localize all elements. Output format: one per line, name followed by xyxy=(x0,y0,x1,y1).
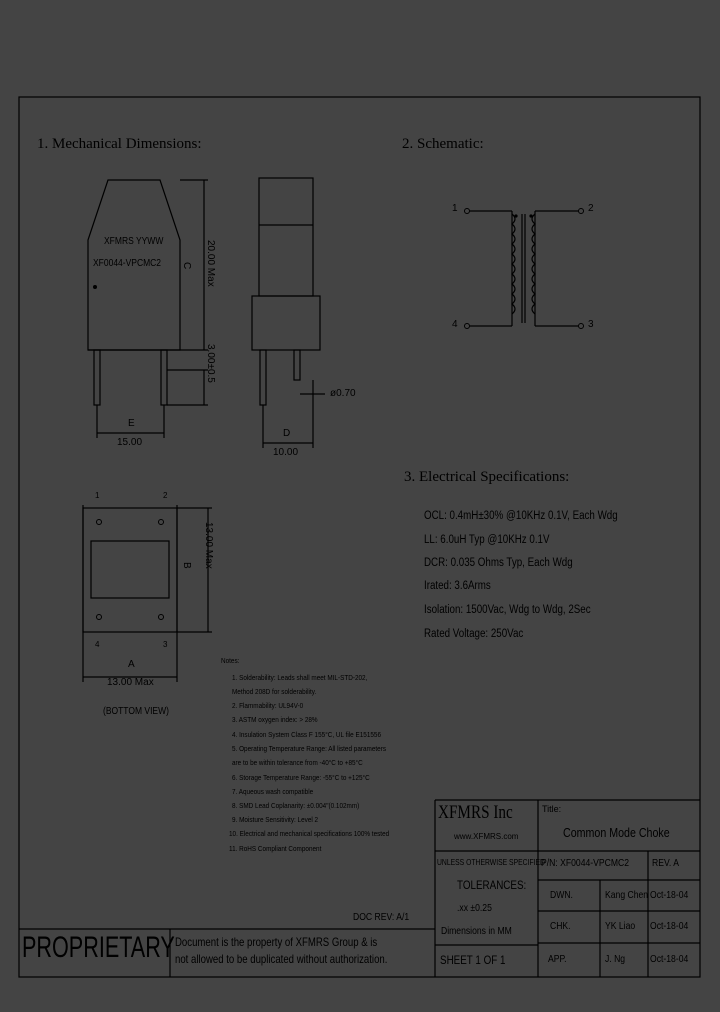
tolerance-value: .xx ±0.25 xyxy=(457,902,492,914)
row-name-dwn: Kang Chen xyxy=(605,889,649,901)
note-line: 9. Moisture Sensitivity: Level 2 xyxy=(232,815,319,824)
schematic-pin-2: 2 xyxy=(588,203,594,214)
marking-line2: XF0044-VPCMC2 xyxy=(93,258,162,269)
row-date-dwn: Oct-18-04 xyxy=(650,889,689,901)
proprietary-line2: not allowed to be duplicated without authorization. xyxy=(175,952,388,966)
note-line: 10. Electrical and mechanical specifications 100% tested xyxy=(229,829,390,838)
dim-b-label: B xyxy=(181,562,192,569)
side-view-upper xyxy=(259,178,313,296)
bottom-pin-4: 4 xyxy=(95,640,100,649)
bottom-view-label: (BOTTOM VIEW) xyxy=(103,706,169,717)
dim-c-label: C xyxy=(181,262,192,270)
row-name-chk: YK Liao xyxy=(605,920,636,932)
tolerance-header: UNLESS OTHERWISE SPECIFIED xyxy=(437,857,545,867)
dim-a-value: 13.00 Max xyxy=(107,677,154,688)
note-line: are to be within tolerance from -40°C to +85°C xyxy=(232,758,363,767)
note-line: 2. Flammability: UL94V-0 xyxy=(232,701,304,710)
schematic-pin-4: 4 xyxy=(452,319,458,330)
dim-c-value: 20.00 Max xyxy=(205,240,216,287)
proprietary-line1: Document is the property of XFMRS Group & is xyxy=(175,935,378,949)
dim-d-label: D xyxy=(283,428,291,439)
dim-e-label: E xyxy=(128,418,135,429)
note-line: Method 208D for solderability. xyxy=(232,687,317,696)
row-date-chk: Oct-18-04 xyxy=(650,920,689,932)
note-line: 4. Insulation System Class F 155°C, UL file E151556 xyxy=(232,730,382,739)
bottom-pin-2: 2 xyxy=(163,491,168,500)
company-website: www.XFMRS.com xyxy=(454,832,519,841)
marking-line1: XFMRS YYWW xyxy=(104,236,164,247)
schematic-pin-1: 1 xyxy=(452,203,458,214)
bottom-pin-1: 1 xyxy=(95,491,100,500)
spec-rated-voltage: Rated Voltage: 250Vac xyxy=(424,628,524,640)
sheet-number: SHEET 1 OF 1 xyxy=(440,953,506,967)
drawing-frame xyxy=(19,97,700,977)
dim-b-value: 13.00 Max xyxy=(203,522,214,569)
spec-ocl: OCL: 0.4mH±30% @10KHz 0.1V, Each Wdg xyxy=(424,510,618,522)
row-label-app: APP. xyxy=(548,953,567,965)
schematic-heading: 2. Schematic: xyxy=(402,136,484,152)
spec-irated: Irated: 3.6Arms xyxy=(424,580,491,592)
proprietary-label: PROPRIETARY xyxy=(22,931,175,964)
doc-rev: DOC REV: A/1 xyxy=(353,911,410,923)
company-name: XFMRS Inc xyxy=(438,802,513,823)
dim-lead-dia: ø0.70 xyxy=(330,388,356,399)
tolerances-label: TOLERANCES: xyxy=(457,878,527,892)
note-line: 7. Aqueous wash compatible xyxy=(232,787,314,796)
row-name-app: J. Ng xyxy=(605,953,626,965)
spec-isolation: Isolation: 1500Vac, Wdg to Wdg, 2Sec xyxy=(424,604,591,616)
bottom-pin-3: 3 xyxy=(163,640,168,649)
note-line: 5. Operating Temperature Range: All listed parameters xyxy=(232,744,387,753)
dim-e-value: 15.00 xyxy=(117,437,143,448)
revision: REV. A xyxy=(652,857,679,869)
schematic-pin-3: 3 xyxy=(588,319,594,330)
spec-dcr: DCR: 0.035 Ohms Typ, Each Wdg xyxy=(424,557,573,569)
title-label: Title: xyxy=(542,804,562,814)
units-label: Dimensions in MM xyxy=(441,925,512,937)
note-line: 1. Solderability: Leads shall meet MIL-STD-202, xyxy=(232,673,368,682)
note-line: 6. Storage Temperature Range: -55°C to +125°C xyxy=(232,773,370,782)
row-label-chk: CHK. xyxy=(550,920,571,932)
note-line: 8. SMD Lead Coplanarity: ±0.004"(0.102mm) xyxy=(232,801,360,810)
mechanical-heading: 1. Mechanical Dimensions: xyxy=(37,136,202,152)
electrical-heading: 3. Electrical Specifications: xyxy=(404,469,570,485)
note-line: 3. ASTM oxygen index: > 28% xyxy=(232,715,318,724)
row-date-app: Oct-18-04 xyxy=(650,953,689,965)
part-number: P/N: XF0044-VPCMC2 xyxy=(541,857,630,869)
bottom-view-body xyxy=(83,508,177,632)
side-view-base xyxy=(252,296,320,350)
note-line: 11. RoHS Compliant Component xyxy=(229,844,322,853)
dim-d-value: 10.00 xyxy=(273,447,299,458)
notes-title: Notes: xyxy=(221,656,240,665)
row-label-dwn: DWN. xyxy=(550,889,573,901)
dim-f-value: 3.00±0.5 xyxy=(205,344,216,383)
drawing-title: Common Mode Choke xyxy=(563,825,670,840)
dim-a-label: A xyxy=(128,659,135,670)
spec-ll: LL: 6.0uH Typ @10KHz 0.1V xyxy=(424,534,550,546)
